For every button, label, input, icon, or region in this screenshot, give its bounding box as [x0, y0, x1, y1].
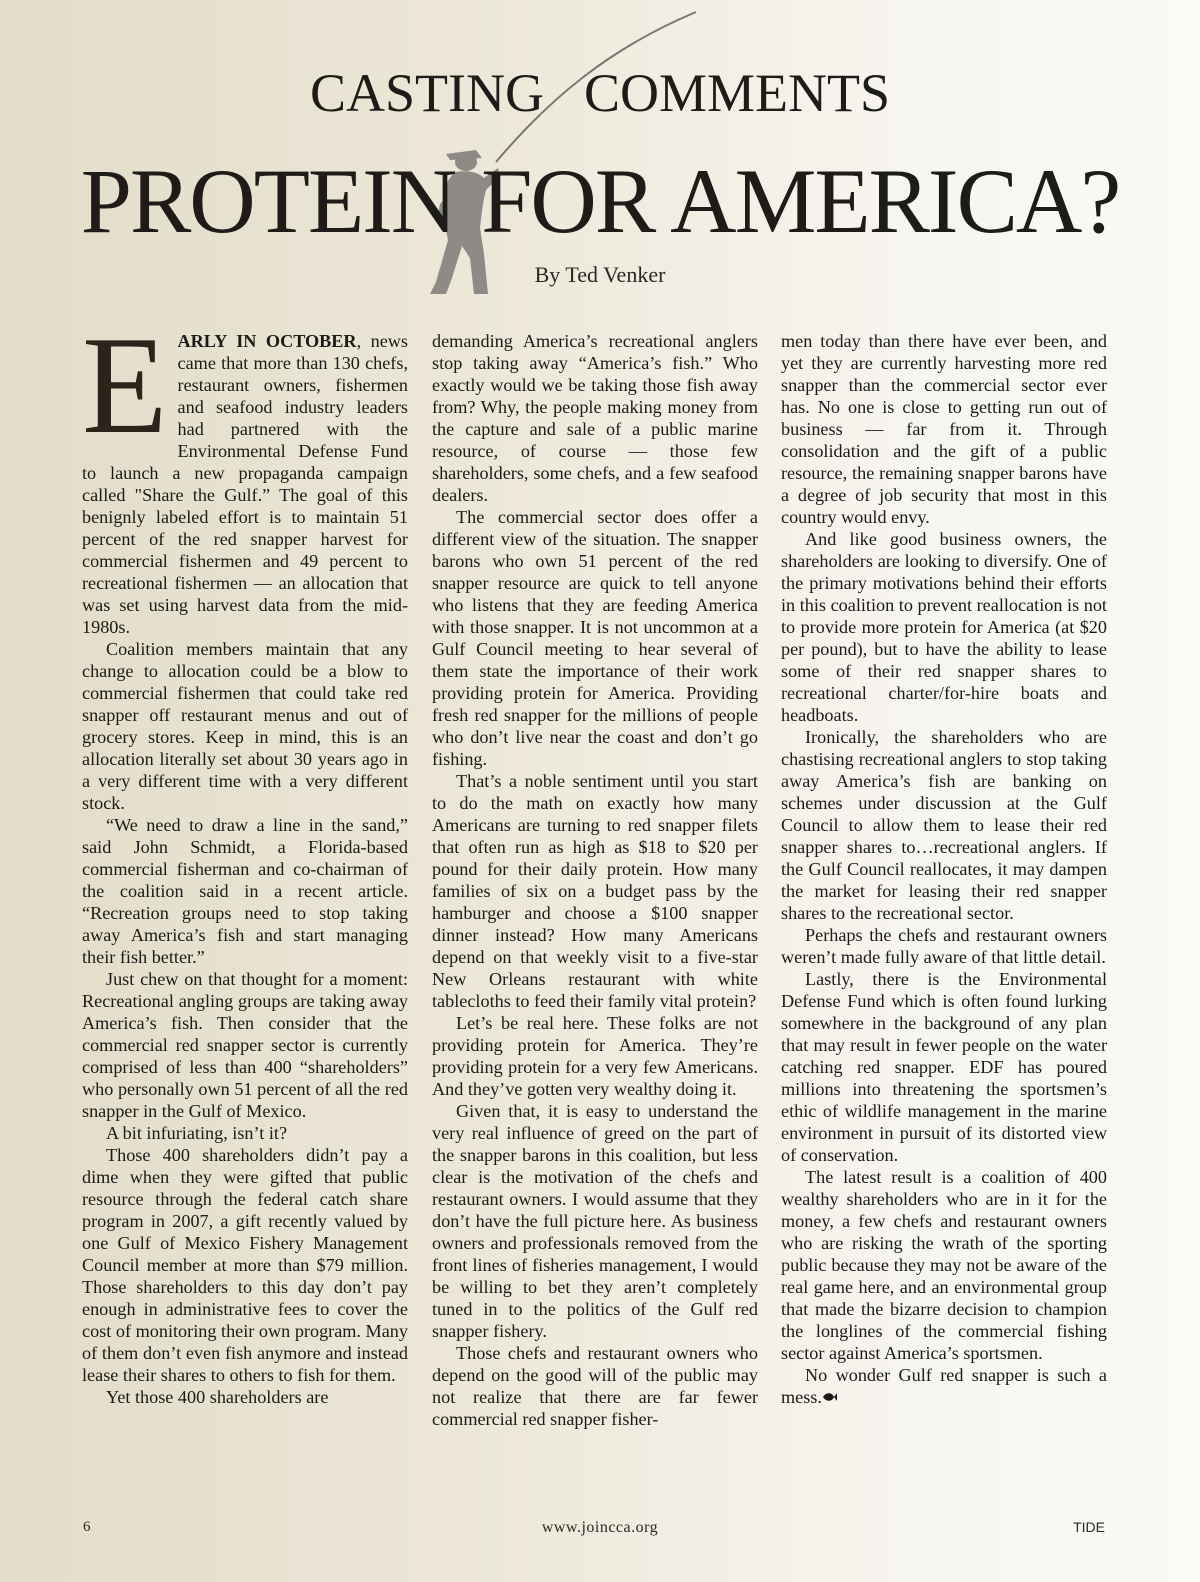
article-column-1: [82, 308, 408, 1408]
article-title: [0, 148, 1200, 254]
paragraph: men today than there have ever been, and yet they are currently harvesting more red snapper than the commercial sector ever has. No one is close to getting run out of business — far from it. Through consolidation and the gift of a public resource, the remaining snapper barons have a degree of job security that most in this country would envy.: [781, 331, 1107, 527]
paragraph: demanding America’s recreational anglers stop taking away “America’s fish.” Who exactly would we be taking those fish away from? Why, the people making money from the capture and sale of a public marine resource, of course — those few shareholders, some chefs, and a few seafood dealers.: [432, 331, 758, 505]
article-column-3: [781, 330, 1107, 1410]
paragraph: Those chefs and restaurant owners who depend on the good will of the public may not realize that there are far fewer commercial red snapper fisher-: [432, 1343, 758, 1429]
section-kicker: [0, 62, 1200, 124]
paragraph: The commercial sector does offer a different view of the situation. The snapper barons who own 51 percent of the red snapper resource are quick to tell anyone who listens that they are feeding America with those snapper. It is not uncommon at a Gulf Council meeting to hear several of them state the importance of their work providing protein for America. Providing fresh red snapper for the millions of people who don’t live near the coast and don’t go fishing.: [432, 507, 758, 769]
page-number: 6: [83, 1519, 91, 1535]
paragraph: And like good business owners, the shareholders are looking to diversify. One of the primary motivations behind their efforts in this coalition to prevent reallocation is not to provide more protein for America (at $20 per pound), but to have the ability to lease some of their red snapper shares to recreational charter/for-hire boats and headboats.: [781, 529, 1107, 725]
paragraph: Lastly, there is the Environmental Defense Fund which is often found lurking somewhere in the background of any plan that may result in fewer people on the water catching red snapper. EDF has poured millions into threatening the sportsmen’s ethic of wildlife management in the marine environment in pursuit of its distorted view of conservation.: [781, 969, 1107, 1165]
title-left: PROTEIN: [80, 150, 456, 252]
paragraph: The latest result is a coalition of 400 wealthy shareholders who are in it for the money, a few chefs and restaurant owners who are risking the wrath of the sporting public because they may not be aware of the real game here, and an environmental group that made the bizarre decision to champion the longlines of the commercial fishing sector against America’s sportsmen.: [781, 1167, 1107, 1363]
paragraph: Coalition members maintain that any change to allocation could be a blow to commercial fishermen that could take red snapper off restaurant menus and out of grocery stores. Keep in mind, this is an allocation literally set about 30 years ago in a very different time with a very different stock.: [82, 639, 408, 813]
drop-cap: E: [82, 308, 168, 463]
paragraph-text: , news came that more than 130 chefs, restaurant owners, fishermen and seafood industry leaders had partnered with the Environmental Defense Fund to launch a new propaganda campaign called "Share the Gulf.” The goal of this benignly labeled effort is to maintain 51 percent of the red snapper harvest for commercial fishermen and 49 percent to recreational fishermen — an allocation that was set using harvest data from the mid-1980s.: [82, 331, 408, 637]
title-right: FOR AMERICA?: [481, 150, 1120, 252]
paragraph: Ironically, the shareholders who are chastising recreational anglers to stop taking away America’s fish are banking on schemes under discussion at the Gulf Council to allow them to lease their red snapper shares to…recreational anglers. If the Gulf Council reallocates, it may dampen the market for leasing their red snapper shares to the recreational sector.: [781, 727, 1107, 923]
paragraph: Given that, it is easy to understand the very real influence of greed on the part of the snapper barons in this coalition, but less clear is the motivation of the chefs and restaurant owners. I would assume that they don’t have the full picture here. As business owners and professionals removed from the front lines of fisheries management, I would be willing to bet they aren’t completely tuned in to the politics of the Gulf red snapper fishery.: [432, 1101, 758, 1341]
fish-end-icon: [822, 1390, 838, 1407]
byline: By Ted Venker: [534, 262, 666, 287]
kicker-left: CASTING: [309, 63, 544, 123]
paragraph: Just chew on that thought for a moment: Recreational angling groups are taking away America’s fish. Then consider that the commercial red snapper sector is currently comprised of less than 400 “shareholders” who personally own 51 percent of all the red snapper in the Gulf of Mexico.: [82, 969, 408, 1121]
paragraph: Those 400 shareholders didn’t pay a dime when they were gifted that public resource through the federal catch share program in 2007, a gift recently valued by one Gulf of Mexico Fishery Management Council member at more than $79 million. Those shareholders to this day don’t pay enough in administrative fees to cover the cost of monitoring their own program. Many of them don’t even fish anymore and instead lease their shares to others to fish for them.: [82, 1145, 408, 1385]
paragraph: That’s a noble sentiment until you start to do the math on exactly how many Americans are turning to red snapper filets that often run as high as $18 to $20 per pound for their daily protein. How many families of six on a budget pass by the hamburger and choose a $100 snapper dinner instead? How many Americans depend on that weekly visit to a five-star New Orleans restaurant with white tablecloths to feed their family vital protein?: [432, 771, 758, 1011]
magazine-name: TIDE: [1073, 1519, 1105, 1535]
paragraph: Perhaps the chefs and restaurant owners weren’t made fully aware of that little detail.: [781, 925, 1107, 967]
paragraph: Let’s be real here. These folks are not providing protein for America. They’re providing protein for a very few Americans. And they’ve gotten very wealthy doing it.: [432, 1013, 758, 1099]
paragraph: Yet those 400 shareholders are: [106, 1387, 329, 1407]
article-column-2: [432, 330, 758, 1430]
lead-in: ARLY IN OCTOBER: [177, 331, 357, 351]
kicker-right: COMMENTS: [583, 63, 891, 123]
paragraph: “We need to draw a line in the sand,” said John Schmidt, a Florida-based commercial fisherman and co-chairman of the coalition said in a recent article. “Recreation groups need to stop taking away America’s fish and start managing their fish better.”: [82, 815, 408, 967]
paragraph: [82, 308, 408, 638]
paragraph: [781, 1364, 1107, 1410]
footer-url[interactable]: www.joincca.org: [541, 1519, 659, 1536]
paragraph: A bit infuriating, isn’t it?: [106, 1123, 288, 1143]
paragraph-text: No wonder Gulf red snapper is such a mess.: [781, 1365, 1107, 1407]
